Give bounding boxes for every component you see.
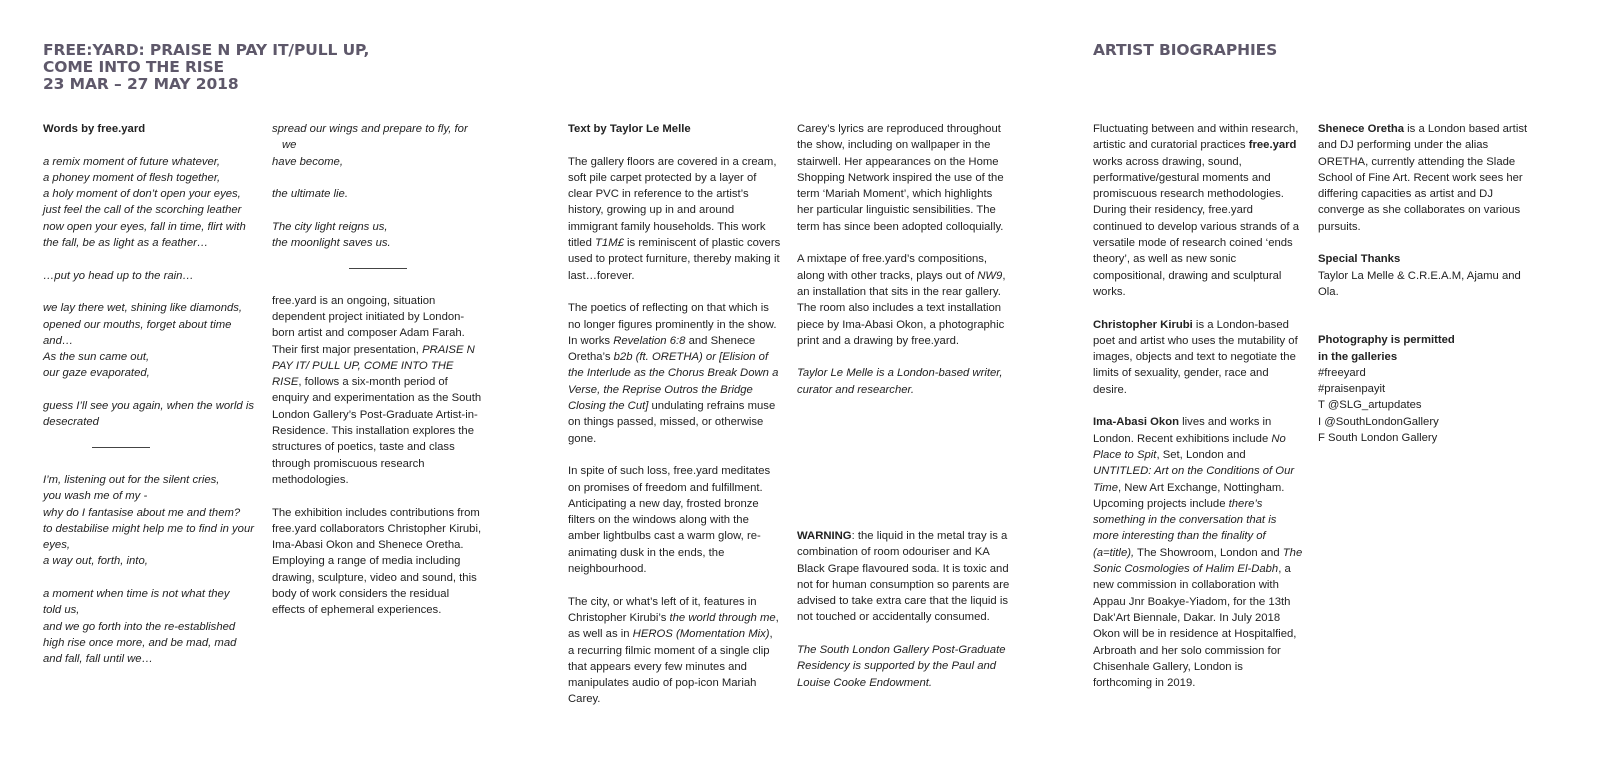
poem-line: high rise once more, and be mad, mad (43, 636, 237, 649)
exhibition-dates: 23 MAR – 27 MAY 2018 (43, 75, 239, 93)
poem-line: a way out, forth, into, (43, 555, 148, 568)
essay-paragraph: The gallery floors are covered in a cream, soft pile carpet protected by a layer of clear PVC in reference to the artist’s history, growing up in and around immigrant family households. This work titled T1M£ is reminiscent of plastic covers used to protect furniture, thereby making it last…forever. (568, 155, 781, 282)
poem (43, 154, 258, 668)
poem-line: the moonlight saves us. (272, 237, 391, 250)
poem-line: eyes, (43, 539, 71, 552)
warning-paragraph: WARNING: the liquid in the metal tray is a combination of room odouriser and KA Black Grape flavoured soda. It is toxic and not for human consumption so parents are advised to take extra care that the liquid is not touched or accidentally consumed. (797, 530, 1010, 624)
essay-paragraph: Carey’s lyrics are reproduced throughout the show, including on wallpaper in the stairwell. Her appearances on the Home Shopping Network inspired the use of the term ‘Mariah Moment’, which highlights her particular linguistic sensibilities. The term has since been adopted colloquially. (797, 123, 1004, 233)
warning-block (797, 528, 1011, 707)
poem-line: and fall, fall until we… (43, 653, 153, 666)
poem-stanza (272, 219, 484, 252)
special-thanks-text: Taylor La Melle & C.R.E.A.M, Ajamu and Ola. (1318, 269, 1521, 298)
poem-stanza (43, 300, 258, 381)
poem-line: now open your eyes, fall in time, flirt with (43, 220, 246, 233)
section-divider (92, 447, 150, 448)
poem-stanza (272, 186, 484, 202)
poem-line: we lay there wet, shining like diamonds, (43, 302, 243, 315)
bio-christopher-kirubi: Christopher Kirubi is a London-based poet and artist who uses the mutability of images, objects and text to negotiate the limits of sexuality, gender, race and desire. (1093, 318, 1298, 396)
bio-ima-abasi-okon: Ima-Abasi Okon lives and works in London. Recent exhibitions include No Place to Spit, Set, London and UNTITLED: Art on the Conditions of Our Time, New Art Exchange, Nottingham. Upcoming projects include there’s something in the conversation that is more interesting than the finality of (a=title), The Showroom, London and The Sonic Cosmologies of Halim El-Dabh, a new commission in collaboration with Appau Jnr Boakye-Yiadom, for the 13th Dak’Art Biennale, Dakar. In July 2018 Okon will be in residence at Hospitalfied, Arbroath and her solo commission for Chisenhale Gallery, London is forthcoming in 2019. (1093, 416, 1303, 690)
social-links (1318, 365, 1530, 446)
poem-line: …put yo head up to the rain… (43, 269, 194, 282)
hashtag-freeyard: #freeyard (1318, 366, 1366, 379)
section-divider (349, 268, 407, 269)
poem-line: the ultimate lie. (272, 188, 348, 201)
exhibition-title-inline: PRAISE N PAY IT/ PULL UP, COME INTO THE RISE (272, 343, 475, 389)
essay-column (568, 121, 782, 724)
poem-line: spread our wings and prepare to fly, for we (272, 123, 468, 152)
words-by-heading: Words by free.yard (43, 123, 146, 135)
poem-line: the fall, be as light as a feather… (43, 237, 209, 250)
poem-line: a moment when time is not what they (43, 588, 230, 601)
special-thanks-heading: Special Thanks (1318, 253, 1401, 266)
words-column-continued (272, 121, 484, 635)
essay-paragraph: In spite of such loss, free.yard meditates on promises of freedom and fulfillment. Anticipating a new day, frosted bronze filters on the windows along with the amber lightbulbs cast a warm glow, re-animating dusk in the ends, the neighbourhood. (568, 465, 771, 576)
poem-line: just feel the call of the scorching leather (43, 204, 242, 217)
exhibition-title-line-2: COME INTO THE RISE (43, 58, 225, 76)
poem-stanza (43, 154, 258, 252)
poem-stanza (43, 586, 258, 667)
essay-column-continued (797, 121, 1011, 414)
poem-stanza (43, 268, 258, 284)
words-column (43, 121, 258, 684)
poem-line: why do I fantasise about me and them? (43, 506, 241, 519)
bio-shenece-oretha: Shenece Oretha is a London based artist and DJ performing under the alias ORETHA, currently attending the Slade School of Fine Art. Recent work sees her differing capacities as artist and DJ converge as she collaborates on various pursuits. (1318, 123, 1528, 233)
poem-stanza (43, 472, 258, 570)
hashtag-praisenpayit: #praisenpayit (1318, 383, 1386, 396)
poem-line: The city light reigns us, (272, 220, 388, 233)
poem-line: told us, (43, 604, 80, 617)
essay-paragraph: The poetics of reflecting on that which is no longer figures prominently in the show. In works Revelation 6:8 and Shenece Oretha’s b2b (ft. ORETHA) or [Elision of the Interlude as the Chorus Break Down a Verse, the Reprise Outros the Bridge Closing the Cut] undulating refrains muse on things passed, missed, or otherwise gone. (568, 302, 779, 445)
poem-line: to destabilise might help me to find in your (43, 522, 254, 535)
contributions-paragraph: The exhibition includes contributions from free.yard collaborators Christopher Kirubi, Ima-Abasi Okon and Shenece Oretha. Employing a range of media including drawing, sculpture, video and sound, this body of work considers the residual effects of ephemeral experiences. (272, 506, 482, 617)
author-note: Taylor Le Melle is a London-based writer, curator and researcher. (797, 367, 1003, 396)
poem-line: you wash me of my - (43, 490, 148, 503)
poem-line: and we go forth into the re-established (43, 620, 236, 633)
poem-stanza (43, 398, 258, 431)
residency-note: The South London Gallery Post-Graduate Residency is supported by the Paul and Louise Cooke Endowment. (797, 644, 1006, 689)
poem-line: desecrated (43, 416, 99, 429)
poem-stanza (272, 121, 484, 170)
poem-line: As the sun came out, (43, 351, 150, 364)
poem-line: opened our mouths, forget about time (43, 318, 232, 331)
poem-line: I’m, listening out for the silent cries, (43, 473, 220, 486)
twitter-handle: T @SLG_artupdates (1318, 399, 1422, 412)
photography-heading: Photography is permitted in the galleries (1318, 334, 1455, 363)
biographies-column (1093, 121, 1305, 708)
poem-continued (272, 121, 484, 251)
biographies-column-continued (1318, 121, 1530, 446)
instagram-handle: I @SouthLondonGallery (1318, 415, 1439, 428)
essay-paragraph: A mixtape of free.yard’s compositions, along with other tracks, plays out of NW9, an installation that sits in the rear gallery. The room also includes a text installation piece by Ima-Abasi Okon, a photographic print and a drawing by free.yard. (797, 253, 1006, 347)
poem-line: a phoney moment of flesh together, (43, 171, 221, 184)
poem-line: a holy moment of don’t open your eyes, (43, 188, 241, 201)
essay-paragraph: The city, or what’s left of it, features in Christopher Kirubi’s the world through me, as well as in HEROS (Momentation Mix), a recurring filmic moment of a single clip that appears every few minutes and manipulates audio of pop-icon Mariah Carey. (568, 595, 779, 706)
poem-line: have become, (272, 155, 343, 168)
poem-line: a remix moment of future whatever, (43, 155, 221, 168)
exhibition-title (43, 42, 369, 93)
about-paragraph: free.yard is an ongoing, situation dependent project initiated by London-born artist and composer Adam Farah. Their first major presentation, PRAISE N PAY IT/ PULL UP, COME INTO THE RISE, follows a six-month period of enquiry and experimentation as the South London Gallery’s Post-Graduate Artist-in-Residence. This installation explores the structures of poetics, taste and class through promiscuous research methodologies. (272, 294, 482, 486)
exhibition-title-line-1: FREE:YARD: PRAISE N PAY IT/PULL UP, (43, 41, 370, 59)
artist-biographies-heading: ARTIST BIOGRAPHIES (1093, 41, 1278, 59)
bio-freeyard: Fluctuating between and within research, artistic and curatorial practices free.yard works across drawing, sound, performative/gestural moments and promiscuous research methodologies. During their residency, free.yard continued to develop various strands of a versatile mode of research coined ‘ends theory’, as well as new sonic compositional, drawing and sculptural works. (1093, 123, 1299, 298)
poem-line: and… (43, 334, 74, 347)
poem-line: guess I’ll see you again, when the world is (43, 400, 254, 413)
warning-label: WARNING (797, 530, 852, 542)
text-by-heading: Text by Taylor Le Melle (568, 123, 691, 135)
poem-line: our gaze evaporated, (43, 367, 150, 380)
facebook-handle: F South London Gallery (1318, 432, 1438, 445)
